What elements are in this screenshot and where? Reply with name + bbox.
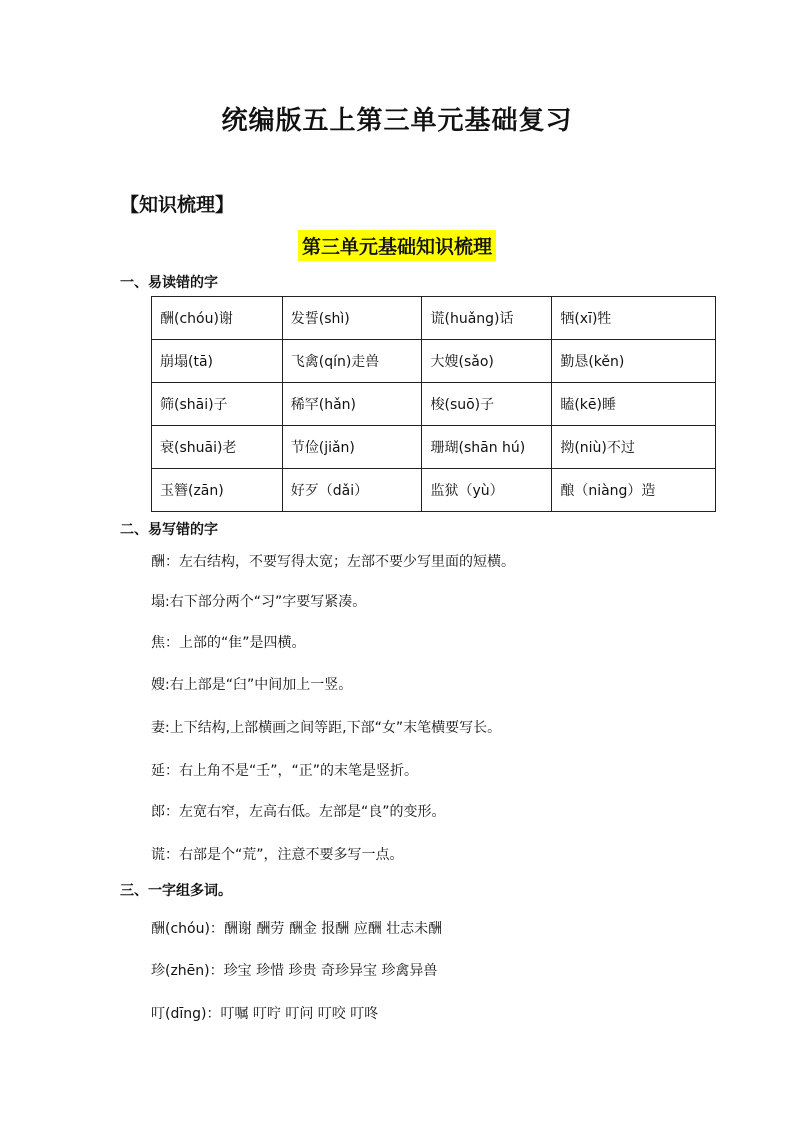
table-cell: 玉簪(zān)	[152, 469, 283, 512]
table-cell: 发誓(shì)	[282, 297, 422, 340]
table-cell: 酿（niàng）造	[552, 469, 716, 512]
word-group: 珍(zhēn)：珍宝 珍惜 珍贵 奇珍异宝 珍禽异兽	[151, 963, 438, 979]
section2-heading: 二、易写错的字	[120, 522, 218, 538]
section-tag: 【知识梳理】	[120, 194, 235, 216]
writing-note: 郎：左宽右窄，左高右低。左部是“良”的变形。	[151, 804, 446, 820]
table-cell: 珊瑚(shān hú)	[422, 426, 552, 469]
word-group: 叮(dīng)：叮嘱 叮咛 叮问 叮咬 叮咚	[151, 1006, 379, 1022]
table-cell: 监狱（yù）	[422, 469, 552, 512]
table-cell: 牺(xī)牲	[552, 297, 716, 340]
table-cell: 节俭(jiǎn)	[282, 426, 422, 469]
writing-note: 酬：左右结构，不要写得太宽；左部不要少写里面的短横。	[151, 554, 515, 570]
table-cell: 大嫂(sǎo)	[422, 340, 552, 383]
table-row	[152, 469, 716, 512]
table-cell: 筛(shāi)子	[152, 383, 283, 426]
table-cell: 酬(chóu)谢	[152, 297, 283, 340]
writing-note: 塌:右下部分两个“习”字要写紧凑。	[151, 594, 367, 610]
table-cell: 崩塌(tā)	[152, 340, 283, 383]
page-title: 统编版五上第三单元基础复习	[221, 106, 573, 136]
word-group: 酬(chóu)：酬谢 酬劳 酬金 报酬 应酬 壮志未酬	[151, 921, 443, 937]
section3-heading: 三、一字组多词。	[120, 883, 232, 899]
table-cell: 稀罕(hǎn)	[282, 383, 422, 426]
section1-heading: 一、易读错的字	[120, 275, 218, 291]
table-cell: 好歹（dǎi）	[282, 469, 422, 512]
pronunciation-table	[151, 296, 716, 512]
table-row	[152, 340, 716, 383]
table-row	[152, 426, 716, 469]
writing-note: 延：右上角不是“壬”，“正”的末笔是竖折。	[151, 763, 419, 779]
table-cell: 谎(huǎng)话	[422, 297, 552, 340]
highlighted-subtitle: 第三单元基础知识梳理	[298, 230, 496, 261]
table-cell: 梭(suō)子	[422, 383, 552, 426]
writing-note: 嫂:右上部是“臼”中间加上一竖。	[151, 677, 353, 693]
writing-note: 妻:上下结构,上部横画之间等距,下部“女”末笔横要写长。	[151, 720, 502, 736]
table-cell: 瞌(kē)睡	[552, 383, 716, 426]
table-cell: 飞禽(qín)走兽	[282, 340, 422, 383]
table-cell: 拗(niù)不过	[552, 426, 716, 469]
table-cell: 衰(shuāi)老	[152, 426, 283, 469]
table-row	[152, 383, 716, 426]
table-row	[152, 297, 716, 340]
writing-note: 焦：上部的“隹”是四横。	[151, 635, 306, 651]
table-cell: 勤恳(kěn)	[552, 340, 716, 383]
subtitle-wrap	[0, 230, 794, 261]
writing-note: 谎：右部是个“荒”，注意不要多写一点。	[151, 847, 404, 863]
